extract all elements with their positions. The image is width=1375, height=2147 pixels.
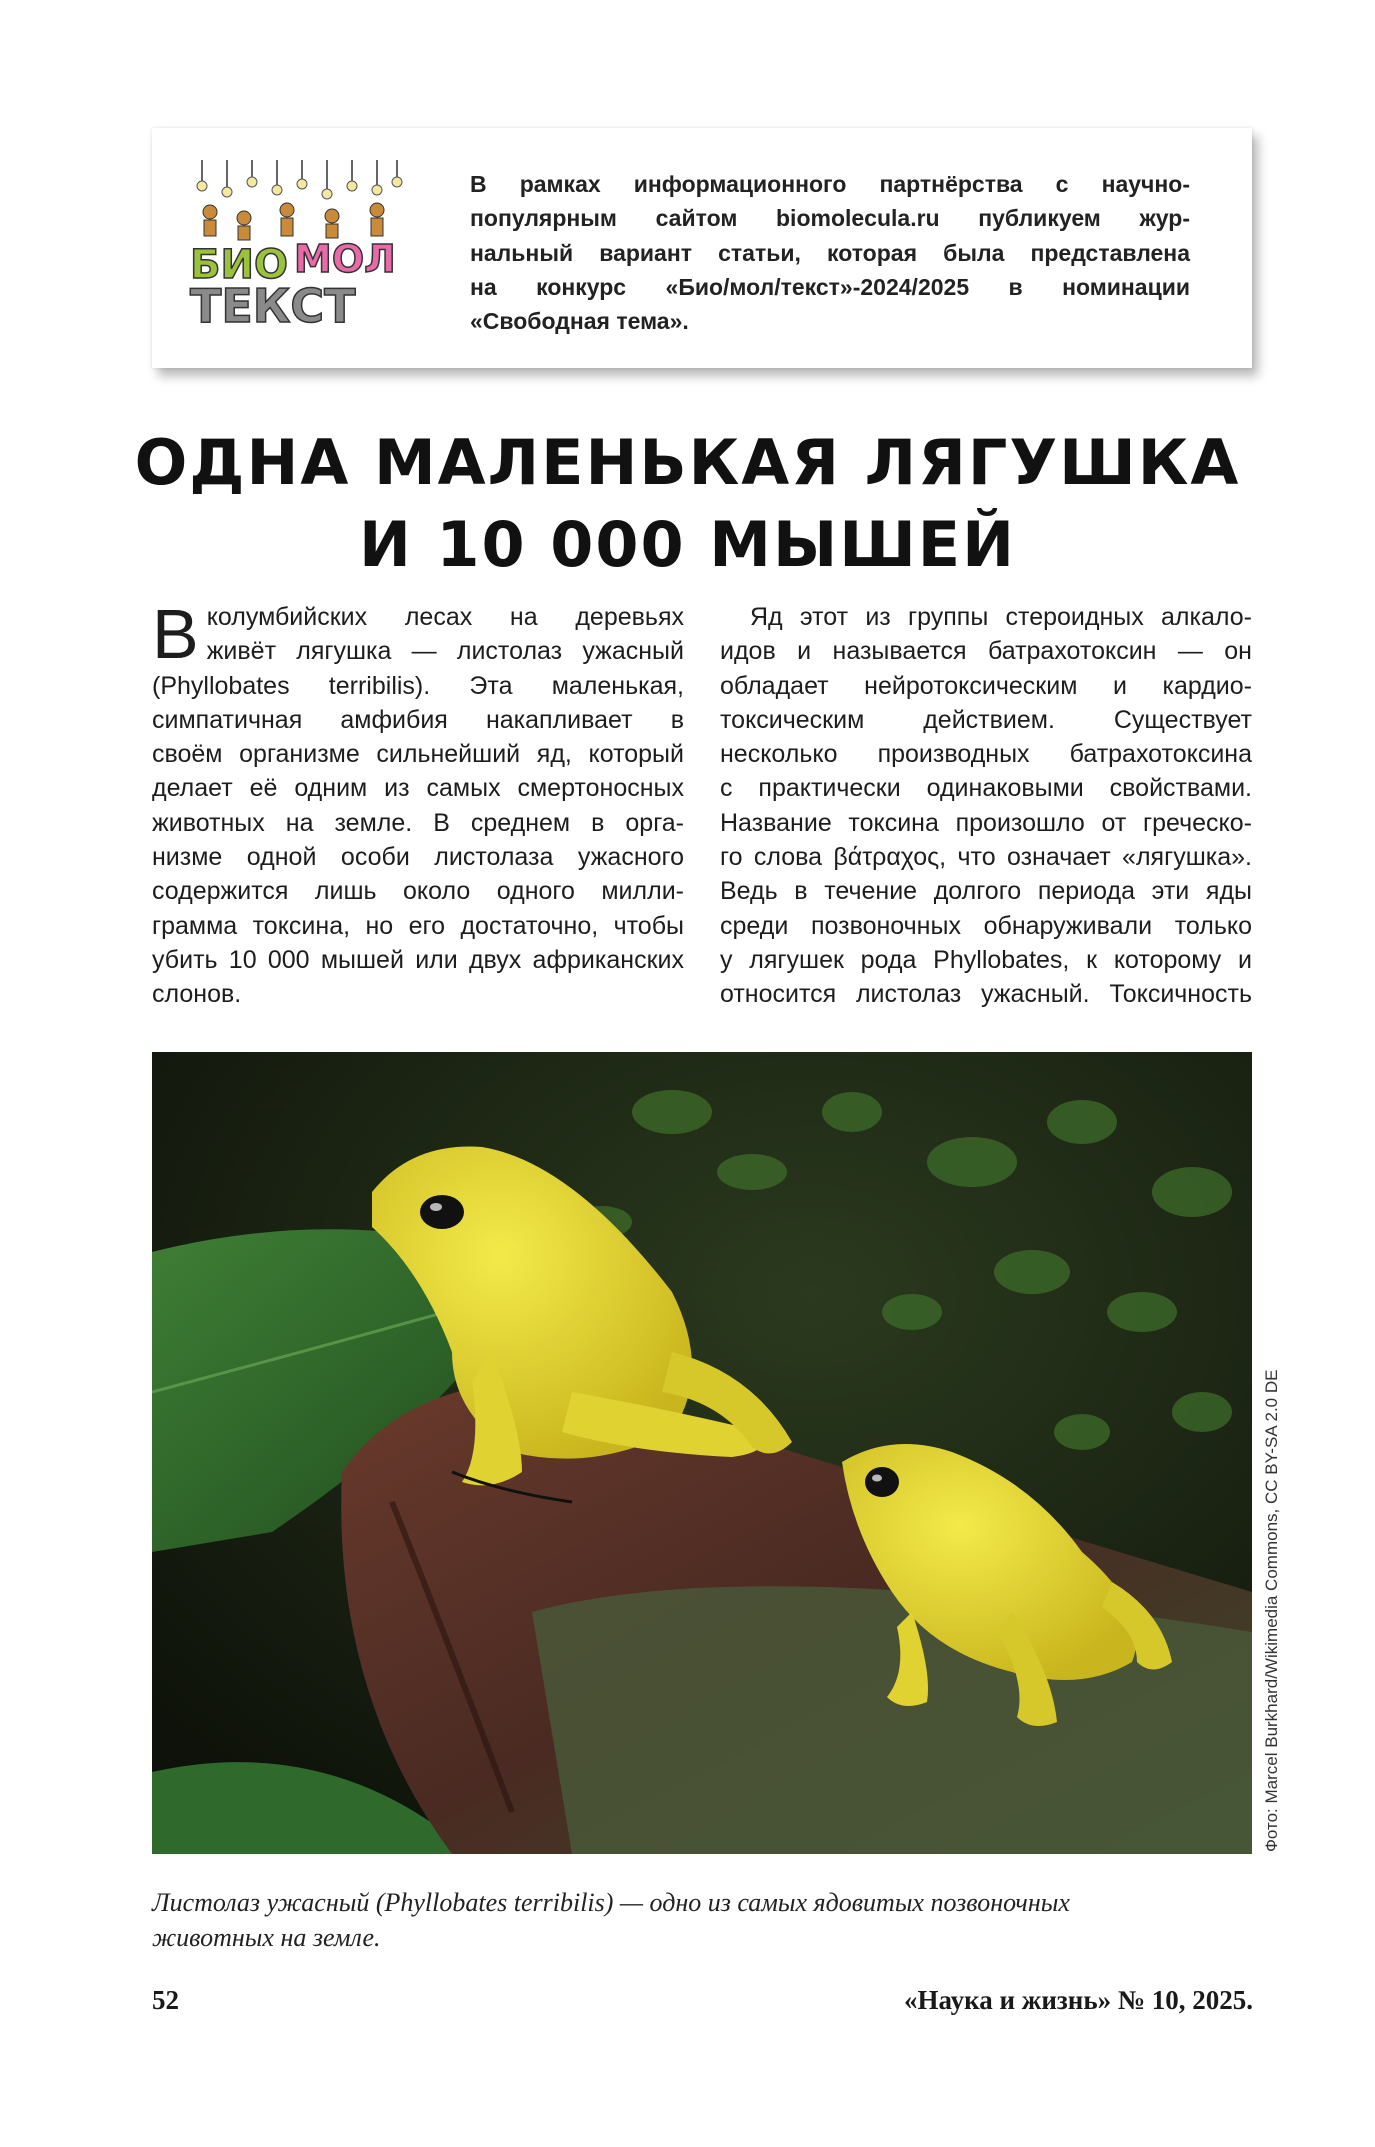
frog-illustration <box>152 1052 1252 1854</box>
text-line: животных на земле. В среднем в орга- <box>152 808 684 837</box>
promo-line: нальный вариант статьи, которая была представлена <box>470 239 1190 266</box>
page-number: 52 <box>152 1985 179 2015</box>
article-column-right <box>720 600 1252 1012</box>
text-line: слонов. <box>152 980 242 1009</box>
text-line: с практически одинаковыми свойствами. <box>720 774 1252 803</box>
article-column-left <box>152 595 684 1012</box>
partnership-text <box>470 168 1190 339</box>
logo-word-bio: БИО <box>190 242 288 288</box>
text-line: делает её одним из самых смертоносных <box>152 774 684 803</box>
drop-cap: В <box>152 595 199 673</box>
promo-line: на конкурс «Био/мол/текст»-2024/2025 в номинации <box>470 273 1190 300</box>
text-line: симпатичная амфибия накапливает в <box>152 705 684 734</box>
text-line: среди позвоночных обнаруживали только <box>720 911 1252 940</box>
partnership-box <box>152 128 1252 368</box>
title-line: ОДНА МАЛЕНЬКАЯ ЛЯГУШКА <box>134 426 1241 499</box>
text-line: относится листолаз ужасный. Токсичность <box>720 980 1252 1009</box>
text-line: содержится лишь около одного милли- <box>152 877 684 906</box>
promo-line: В рамках информационного партнёрства с научно- <box>470 171 1190 197</box>
text-line: идов и называется батрахотоксин — он <box>720 637 1252 666</box>
text-line: у лягушек рода Phyllobates, к которому и <box>720 945 1252 974</box>
text-line: Ведь в течение долгого периода эти яды <box>720 877 1252 906</box>
caption-line: Листолаз ужасный (Phyllobates terribilis) — одно из самых ядовитых позвоночных <box>152 1888 1070 1917</box>
text-line: обладает нейротоксическим и кардио- <box>720 671 1252 700</box>
text-line: (Phyllobates terribilis). Эта маленькая, <box>152 671 684 700</box>
text-line: го слова βάτραχος, что означает «лягушка». <box>720 843 1252 872</box>
biomoltext-logo <box>182 160 412 330</box>
text-line: своём организме сильнейший яд, который <box>152 740 684 769</box>
text-line: колумбийских лесах на деревьях <box>206 603 684 631</box>
frog-photo <box>152 1052 1252 1854</box>
text-line: токсическим действием. Существует <box>720 705 1252 734</box>
text-line: несколько производных батрахотоксина <box>720 740 1252 769</box>
photo-caption <box>152 1885 1252 1955</box>
text-line: грамма токсина, но его достаточно, чтобы <box>152 911 684 940</box>
text-line: убить 10 000 мышей или двух африканских <box>152 945 684 974</box>
text-line: Название токсина произошло от греческо- <box>720 808 1252 837</box>
promo-line: «Свободная тема». <box>470 308 689 335</box>
article-title <box>0 422 1375 586</box>
text-line: живёт лягушка — листолаз ужасный <box>206 637 684 666</box>
text-line: Яд этот из группы стероидных алкало- <box>750 603 1252 631</box>
text-line: низме одной особи листолаза ужасного <box>152 843 684 872</box>
logo-word-mol: МОЛ <box>294 237 396 281</box>
logo-word-text: ТЕКСТ <box>190 279 356 330</box>
photo-credit: Фото: Marcel Burkhard/Wikimedia Commons, CC BY-SA 2.0 DE <box>1262 1369 1281 1852</box>
title-line: И 10 000 МЫШЕЙ <box>358 508 1017 581</box>
caption-line: животных на земле. <box>152 1923 381 1952</box>
journal-issue: «Наука и жизнь» № 10, 2025. <box>903 1985 1253 2015</box>
promo-line: популярным сайтом biomolecula.ru публикуем жур- <box>470 205 1190 232</box>
